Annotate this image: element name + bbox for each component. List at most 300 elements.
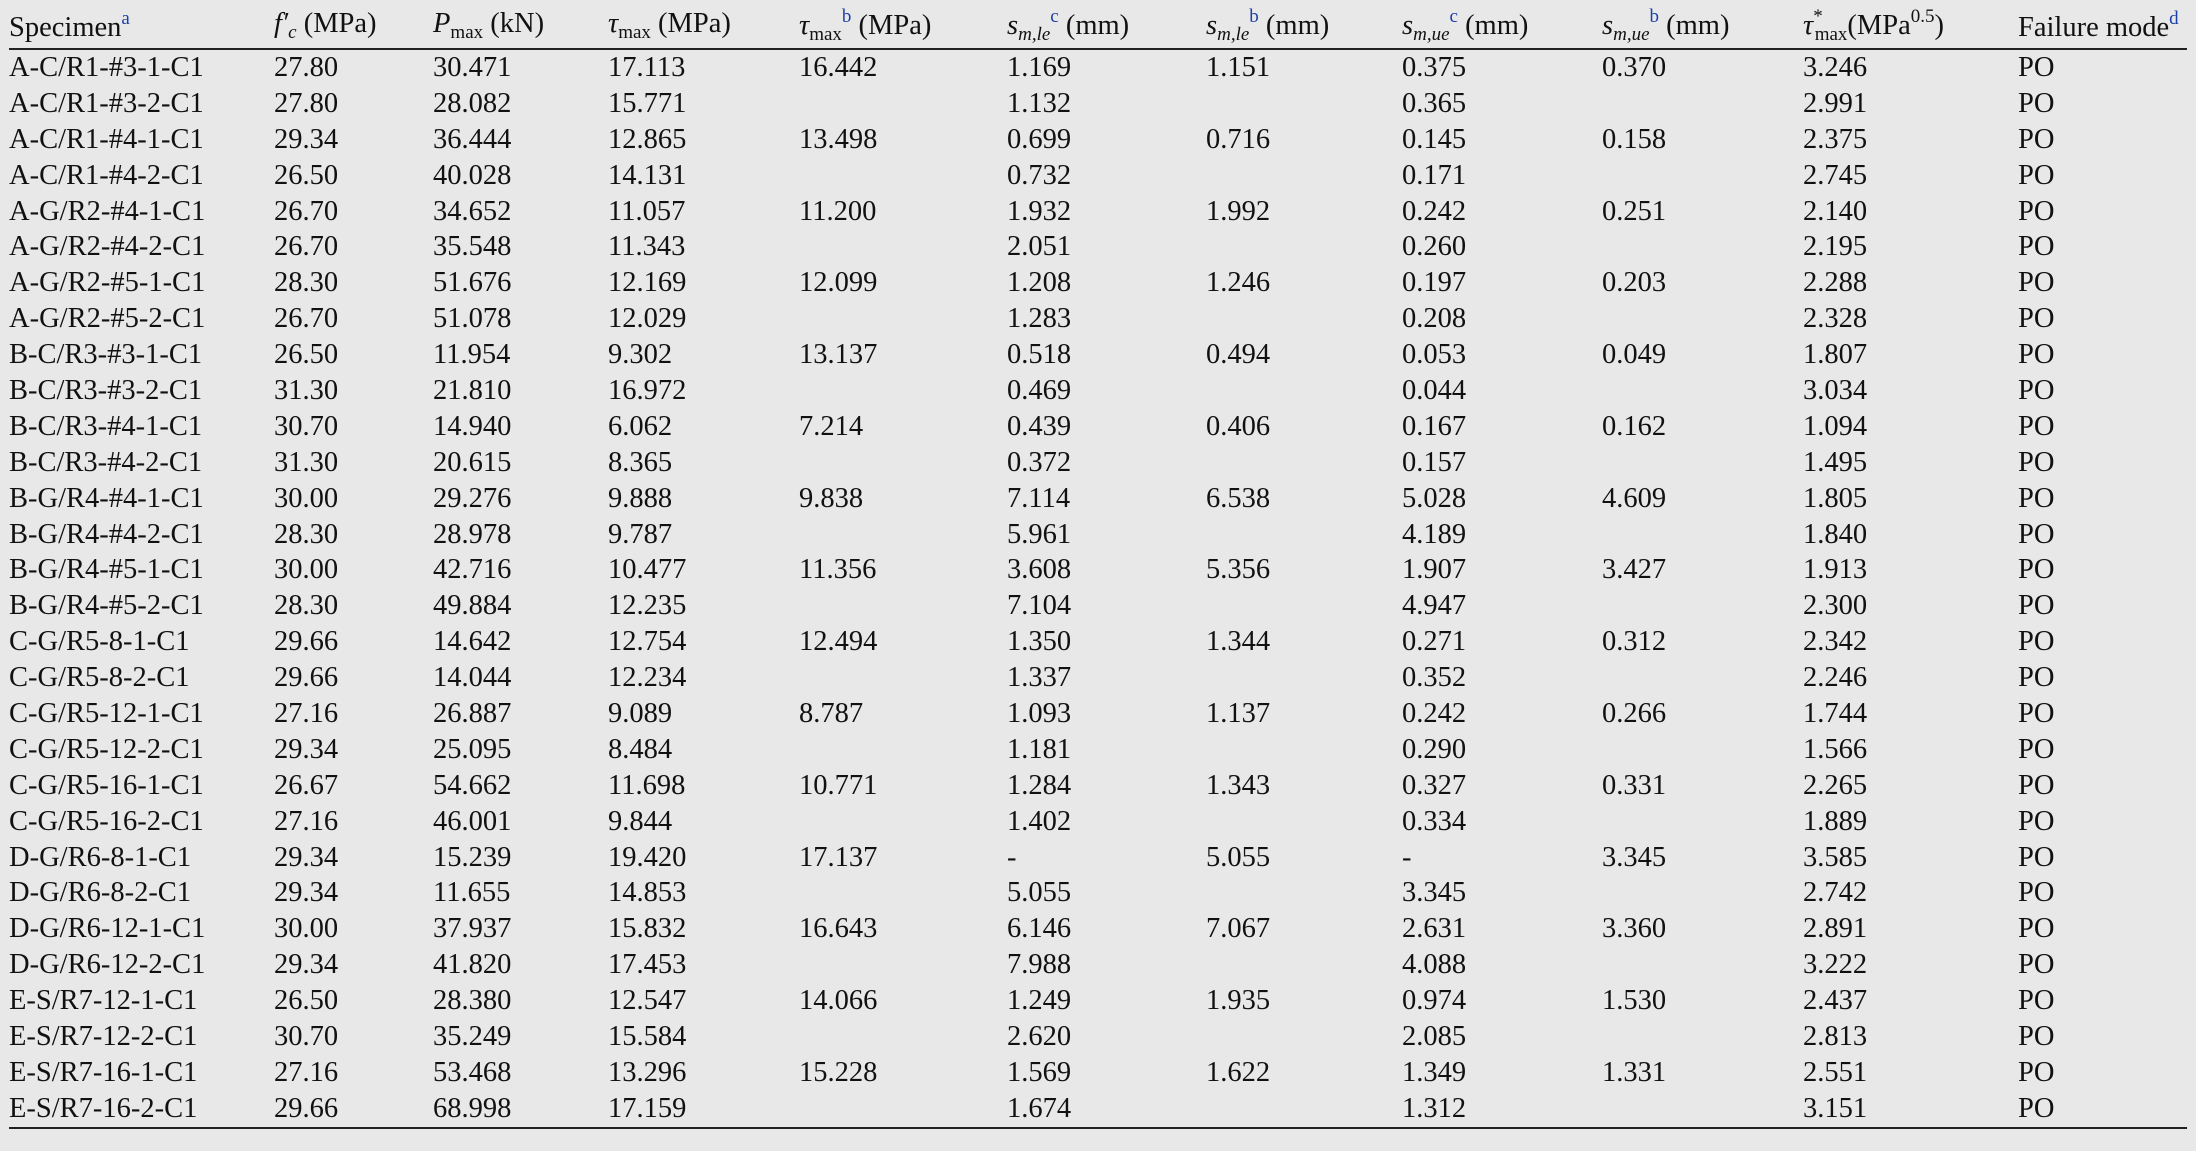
cell-tau-star: 2.437: [1803, 985, 1868, 1017]
cell-tau-max: 17.453: [608, 949, 687, 981]
cell-tau-max-b: [799, 1019, 1007, 1055]
table-row: [9, 517, 2187, 553]
cell-tau-max: 16.972: [608, 374, 687, 406]
cell-sm-ue-b: [1602, 158, 1803, 194]
table-row: [9, 804, 2187, 840]
cell-tau-star: 2.342: [1803, 626, 1868, 658]
cell-sm-ue-b: 1.530: [1602, 985, 1667, 1017]
table-row: [9, 983, 2187, 1019]
cell-sm-ue-b: 0.251: [1602, 195, 1667, 227]
cell-fc: 29.34: [274, 123, 339, 155]
header-row: [9, 4, 2187, 49]
cell-pmax: 28.082: [433, 87, 512, 119]
cell-sm-le-c: 0.469: [1007, 374, 1072, 406]
cell-sm-ue-c: 0.157: [1402, 446, 1467, 478]
cell-sm-ue-c: 0.208: [1402, 303, 1467, 335]
cell-specimen: B-C/R3-#4-2-C1: [9, 446, 203, 478]
cell-tau-star: 3.034: [1803, 374, 1868, 406]
cell-failure-mode: PO: [2018, 805, 2055, 837]
cell-fc: 30.00: [274, 482, 339, 514]
cell-failure-mode: PO: [2018, 123, 2055, 155]
cell-specimen: B-C/R3-#4-1-C1: [9, 410, 203, 442]
cell-fc: 27.80: [274, 51, 339, 83]
cell-sm-ue-c: 0.242: [1402, 697, 1467, 729]
cell-sm-le-b: 1.935: [1206, 985, 1271, 1017]
cell-tau-max: 8.365: [608, 446, 673, 478]
cell-tau-max-b: 12.494: [799, 626, 878, 658]
cell-tau-star: 2.140: [1803, 195, 1868, 227]
cell-fc: 26.70: [274, 231, 339, 263]
cell-pmax: 14.642: [433, 626, 512, 658]
cell-pmax: 20.615: [433, 446, 512, 478]
cell-sm-le-b: 7.067: [1206, 913, 1271, 945]
table-row: [9, 265, 2187, 301]
cell-pmax: 25.095: [433, 733, 512, 765]
table-row: [9, 1055, 2187, 1091]
cell-pmax: 11.655: [433, 877, 511, 909]
cell-tau-max-b: 8.787: [799, 697, 864, 729]
cell-tau-star: 2.300: [1803, 590, 1868, 622]
cell-sm-le-c: 1.249: [1007, 985, 1072, 1017]
cell-tau-max: 12.234: [608, 662, 687, 694]
cell-sm-ue-c: 1.907: [1402, 554, 1467, 586]
cell-sm-le-b: [1206, 947, 1402, 983]
cell-fc: 26.70: [274, 195, 339, 227]
cell-specimen: C-G/R5-16-1-C1: [9, 769, 204, 801]
cell-tau-max: 14.853: [608, 877, 687, 909]
cell-specimen: E-S/R7-12-1-C1: [9, 985, 198, 1017]
cell-tau-max-b: [799, 86, 1007, 122]
cell-sm-le-b: [1206, 158, 1402, 194]
cell-tau-max-b: 10.771: [799, 769, 878, 801]
cell-fc: 29.34: [274, 877, 339, 909]
cell-sm-ue-c: 0.053: [1402, 339, 1467, 371]
cell-pmax: 53.468: [433, 1056, 512, 1088]
cell-failure-mode: PO: [2018, 1056, 2055, 1088]
col-header-specimen: Specimen$^a$: [9, 4, 274, 49]
cell-tau-max: 9.089: [608, 697, 673, 729]
cell-tau-max: 12.169: [608, 267, 687, 299]
cell-failure-mode: PO: [2018, 267, 2055, 299]
cell-pmax: 36.444: [433, 123, 512, 155]
cell-fc: 27.16: [274, 805, 339, 837]
cell-tau-max: 11.698: [608, 769, 686, 801]
table-row: [9, 409, 2187, 445]
cell-tau-max: 15.771: [608, 87, 687, 119]
cell-specimen: A-G/R2-#5-1-C1: [9, 267, 206, 299]
cell-failure-mode: PO: [2018, 985, 2055, 1017]
cell-sm-ue-b: 0.049: [1602, 339, 1667, 371]
cell-tau-star: 2.991: [1803, 87, 1868, 119]
cell-sm-le-b: [1206, 373, 1402, 409]
cell-pmax: 40.028: [433, 159, 512, 191]
cell-specimen: C-G/R5-8-2-C1: [9, 662, 190, 694]
cell-specimen: E-S/R7-16-1-C1: [9, 1056, 198, 1088]
cell-tau-max-b: 15.228: [799, 1056, 878, 1088]
cell-tau-star: 2.375: [1803, 123, 1868, 155]
cell-specimen: C-G/R5-12-2-C1: [9, 733, 204, 765]
cell-fc: 26.50: [274, 339, 339, 371]
cell-failure-mode: PO: [2018, 339, 2055, 371]
cell-sm-ue-b: [1602, 301, 1803, 337]
cell-failure-mode: PO: [2018, 626, 2055, 658]
table-body: [9, 49, 2187, 1128]
cell-sm-le-b: [1206, 588, 1402, 624]
cell-sm-ue-b: [1602, 875, 1803, 911]
cell-sm-ue-b: 3.360: [1602, 913, 1667, 945]
cell-fc: 29.66: [274, 662, 339, 694]
cell-sm-ue-b: 0.158: [1602, 123, 1667, 155]
cell-tau-star: 1.840: [1803, 518, 1868, 550]
col-header-tau-max-b: $\tau_{max}^b$ (MPa): [799, 4, 1007, 49]
cell-failure-mode: PO: [2018, 446, 2055, 478]
cell-sm-ue-c: 2.631: [1402, 913, 1467, 945]
cell-specimen: E-S/R7-16-2-C1: [9, 1091, 274, 1128]
cell-failure-mode: PO: [2018, 913, 2055, 945]
cell-fc: 30.00: [274, 913, 339, 945]
cell-sm-ue-c: 0.167: [1402, 410, 1467, 442]
cell-pmax: 30.471: [433, 51, 512, 83]
cell-fc: 28.30: [274, 267, 339, 299]
cell-sm-ue-b: [1602, 86, 1803, 122]
cell-tau-star: 1.913: [1803, 554, 1868, 586]
cell-tau-max: 11.343: [608, 231, 686, 263]
cell-failure-mode: PO: [2018, 841, 2055, 873]
cell-failure-mode: PO: [2018, 482, 2055, 514]
cell-sm-le-b: 5.356: [1206, 554, 1271, 586]
cell-tau-max: 12.235: [608, 590, 687, 622]
table-row: [9, 86, 2187, 122]
table-row: [9, 696, 2187, 732]
col-header-fc: $f'_c$ (MPa): [274, 4, 433, 49]
cell-fc: 26.50: [274, 985, 339, 1017]
cell-tau-max: 9.302: [608, 339, 673, 371]
cell-tau-max-b: 17.137: [799, 841, 878, 873]
cell-fc: 26.50: [274, 159, 339, 191]
cell-specimen: B-C/R3-#3-1-C1: [9, 339, 203, 371]
cell-tau-star: 3.222: [1803, 949, 1868, 981]
col-header-tau-star: $\tau^*_{max}(MPa^{0.5})$: [1803, 4, 2018, 49]
cell-pmax: 28.978: [433, 518, 512, 550]
table-row: [9, 1019, 2187, 1055]
cell-specimen: B-G/R4-#5-2-C1: [9, 590, 204, 622]
cell-tau-star: 1.889: [1803, 805, 1868, 837]
cell-sm-le-b: 1.246: [1206, 267, 1271, 299]
cell-sm-le-c: 1.132: [1007, 87, 1072, 119]
cell-sm-ue-c: 0.365: [1402, 87, 1467, 119]
cell-sm-ue-c: 1.349: [1402, 1056, 1467, 1088]
cell-tau-max-b: [799, 158, 1007, 194]
cell-failure-mode: PO: [2018, 87, 2055, 119]
cell-sm-le-c: 1.674: [1007, 1091, 1206, 1128]
cell-pmax: 49.884: [433, 590, 512, 622]
cell-tau-max-b: 11.200: [799, 195, 877, 227]
cell-sm-le-c: 1.169: [1007, 51, 1072, 83]
cell-sm-le-c: 6.146: [1007, 913, 1072, 945]
cell-sm-le-c: 1.181: [1007, 733, 1072, 765]
table-row: [9, 445, 2187, 481]
table-row: [9, 840, 2187, 876]
cell-sm-le-b: 0.716: [1206, 123, 1271, 155]
cell-specimen: B-G/R4-#4-2-C1: [9, 518, 204, 550]
col-header-tau-max: $\tau_{max}$ (MPa): [608, 4, 799, 49]
cell-tau-max-b: [799, 229, 1007, 265]
table-row: [9, 301, 2187, 337]
cell-pmax: 46.001: [433, 805, 512, 837]
cell-fc: 29.66: [274, 626, 339, 658]
cell-tau-max: 12.547: [608, 985, 687, 1017]
cell-sm-ue-c: 0.197: [1402, 267, 1467, 299]
cell-failure-mode: PO: [2018, 1020, 2055, 1052]
cell-tau-star: 1.566: [1803, 733, 1868, 765]
cell-pmax: 35.249: [433, 1020, 512, 1052]
table-row: [9, 194, 2187, 230]
cell-failure-mode: PO: [2018, 769, 2055, 801]
cell-tau-max: 17.113: [608, 51, 686, 83]
cell-sm-le-b: [1206, 1019, 1402, 1055]
cell-tau-star: 2.745: [1803, 159, 1868, 191]
cell-specimen: A-G/R2-#4-2-C1: [9, 231, 206, 263]
cell-sm-ue-b: 0.331: [1602, 769, 1667, 801]
cell-failure-mode: PO: [2018, 1091, 2187, 1128]
cell-failure-mode: PO: [2018, 303, 2055, 335]
cell-specimen: B-G/R4-#5-1-C1: [9, 554, 204, 586]
cell-fc: 28.30: [274, 590, 339, 622]
cell-sm-le-b: [1206, 445, 1402, 481]
cell-pmax: 41.820: [433, 949, 512, 981]
cell-tau-max-b: [799, 373, 1007, 409]
cell-sm-le-c: 7.114: [1007, 482, 1071, 514]
cell-pmax: 54.662: [433, 769, 512, 801]
cell-tau-max: 10.477: [608, 554, 687, 586]
cell-tau-star: 1.805: [1803, 482, 1868, 514]
cell-specimen: D-G/R6-8-1-C1: [9, 841, 192, 873]
cell-tau-max-b: 11.356: [799, 554, 877, 586]
cell-pmax: 14.940: [433, 410, 512, 442]
cell-sm-le-c: 1.402: [1007, 805, 1072, 837]
cell-failure-mode: PO: [2018, 697, 2055, 729]
cell-sm-ue-c: 3.345: [1402, 877, 1467, 909]
cell-sm-le-c: 5.961: [1007, 518, 1072, 550]
cell-tau-star: 2.551: [1803, 1056, 1868, 1088]
cell-pmax: 51.676: [433, 267, 512, 299]
cell-sm-le-b: 1.137: [1206, 697, 1271, 729]
cell-fc: 29.34: [274, 841, 339, 873]
cell-failure-mode: PO: [2018, 231, 2055, 263]
cell-sm-ue-c: 4.088: [1402, 949, 1467, 981]
cell-sm-ue-c: 2.085: [1402, 1020, 1467, 1052]
cell-specimen: A-C/R1-#4-2-C1: [9, 159, 204, 191]
cell-sm-ue-c: 0.352: [1402, 662, 1467, 694]
cell-tau-max-b: [799, 875, 1007, 911]
cell-sm-le-b: [1206, 301, 1402, 337]
cell-sm-le-c: 1.337: [1007, 662, 1072, 694]
cell-tau-max-b: 9.838: [799, 482, 864, 514]
cell-tau-star: 1.807: [1803, 339, 1868, 371]
cell-tau-max-b: 13.498: [799, 123, 878, 155]
cell-tau-max-b: [799, 517, 1007, 553]
cell-sm-le-c: 0.439: [1007, 410, 1072, 442]
cell-tau-max: 15.832: [608, 913, 687, 945]
cell-sm-le-b: [1206, 732, 1402, 768]
col-header-sm-ue-c: $s_{m,ue}^c$ (mm): [1402, 4, 1602, 49]
cell-tau-star: 2.246: [1803, 662, 1868, 694]
cell-failure-mode: PO: [2018, 51, 2055, 83]
cell-fc: 26.70: [274, 303, 339, 335]
cell-sm-le-c: 0.518: [1007, 339, 1072, 371]
table-row: [9, 624, 2187, 660]
cell-tau-star: 1.744: [1803, 697, 1868, 729]
cell-tau-max-b: [799, 947, 1007, 983]
cell-sm-le-b: 0.406: [1206, 410, 1271, 442]
cell-sm-le-c: 1.208: [1007, 267, 1072, 299]
cell-sm-ue-c: 0.290: [1402, 733, 1467, 765]
table-row: [9, 337, 2187, 373]
cell-fc: 27.16: [274, 697, 339, 729]
cell-tau-max: 9.844: [608, 805, 673, 837]
cell-pmax: 11.954: [433, 339, 511, 371]
cell-pmax: 21.810: [433, 374, 512, 406]
cell-sm-le-c: 0.372: [1007, 446, 1072, 478]
cell-specimen: C-G/R5-16-2-C1: [9, 805, 204, 837]
cell-sm-ue-c: 4.189: [1402, 518, 1467, 550]
cell-sm-le-b: [1206, 660, 1402, 696]
cell-tau-star: 2.288: [1803, 267, 1868, 299]
table-row: [9, 875, 2187, 911]
cell-pmax: 42.716: [433, 554, 512, 586]
table-row: [9, 122, 2187, 158]
cell-sm-ue-b: 3.345: [1602, 841, 1667, 873]
cell-tau-max-b: 16.442: [799, 51, 878, 83]
cell-sm-le-c: 1.284: [1007, 769, 1072, 801]
cell-sm-ue-b: [1602, 517, 1803, 553]
cell-tau-star: 1.495: [1803, 446, 1868, 478]
bond-test-results-table: [9, 4, 2187, 1129]
cell-failure-mode: PO: [2018, 195, 2055, 227]
cell-sm-le-b: 1.992: [1206, 195, 1271, 227]
cell-pmax: 68.998: [433, 1091, 608, 1128]
cell-tau-max: 13.296: [608, 1056, 687, 1088]
table-row: [9, 732, 2187, 768]
cell-sm-ue-b: 0.370: [1602, 51, 1667, 83]
cell-sm-le-c: 1.932: [1007, 195, 1072, 227]
cell-sm-le-c: 5.055: [1007, 877, 1072, 909]
cell-sm-ue-b: 0.266: [1602, 697, 1667, 729]
cell-sm-le-b: [1206, 229, 1402, 265]
cell-failure-mode: PO: [2018, 662, 2055, 694]
cell-sm-le-c: -: [1007, 841, 1017, 873]
cell-tau-star: 1.094: [1803, 410, 1868, 442]
cell-sm-ue-b: 1.331: [1602, 1056, 1667, 1088]
cell-tau-max: 9.787: [608, 518, 673, 550]
cell-specimen: D-G/R6-12-1-C1: [9, 913, 206, 945]
cell-failure-mode: PO: [2018, 949, 2055, 981]
cell-sm-le-b: [1206, 86, 1402, 122]
cell-pmax: 34.652: [433, 195, 512, 227]
cell-tau-max: 9.888: [608, 482, 673, 514]
cell-failure-mode: PO: [2018, 590, 2055, 622]
cell-fc: 28.30: [274, 518, 339, 550]
cell-sm-le-b: [1206, 1091, 1402, 1128]
cell-specimen: A-C/R1-#3-2-C1: [9, 87, 204, 119]
cell-sm-le-c: 1.350: [1007, 626, 1072, 658]
cell-sm-ue-c: 0.375: [1402, 51, 1467, 83]
cell-tau-max: 14.131: [608, 159, 687, 191]
table-row: [9, 911, 2187, 947]
cell-specimen: D-G/R6-12-2-C1: [9, 949, 206, 981]
table-row: [9, 552, 2187, 588]
cell-failure-mode: PO: [2018, 733, 2055, 765]
cell-tau-max-b: [799, 804, 1007, 840]
cell-sm-ue-b: [1602, 588, 1803, 624]
cell-pmax: 51.078: [433, 303, 512, 335]
cell-pmax: 28.380: [433, 985, 512, 1017]
cell-sm-ue-c: 0.260: [1402, 231, 1467, 263]
cell-fc: 26.67: [274, 769, 339, 801]
cell-sm-ue-c: 0.171: [1402, 159, 1467, 191]
cell-fc: 31.30: [274, 446, 339, 478]
cell-pmax: 14.044: [433, 662, 512, 694]
cell-sm-le-c: 7.988: [1007, 949, 1072, 981]
cell-sm-le-b: 1.344: [1206, 626, 1271, 658]
cell-pmax: 26.887: [433, 697, 512, 729]
cell-tau-max-b: 7.214: [799, 410, 864, 442]
table-row: [9, 660, 2187, 696]
cell-failure-mode: PO: [2018, 518, 2055, 550]
cell-sm-le-c: 0.699: [1007, 123, 1072, 155]
cell-tau-star: 2.195: [1803, 231, 1868, 263]
cell-specimen: E-S/R7-12-2-C1: [9, 1020, 198, 1052]
table-row: [9, 158, 2187, 194]
cell-tau-star: 2.813: [1803, 1020, 1868, 1052]
cell-pmax: 29.276: [433, 482, 512, 514]
cell-specimen: A-C/R1-#3-1-C1: [9, 51, 204, 83]
cell-sm-ue-b: [1602, 947, 1803, 983]
cell-sm-ue-b: [1602, 804, 1803, 840]
cell-sm-le-c: 3.608: [1007, 554, 1072, 586]
cell-sm-ue-b: [1602, 1091, 1803, 1128]
cell-sm-le-b: 0.494: [1206, 339, 1271, 371]
cell-sm-ue-c: -: [1402, 841, 1412, 873]
cell-fc: 29.34: [274, 949, 339, 981]
cell-sm-ue-c: 0.271: [1402, 626, 1467, 658]
cell-fc: 27.16: [274, 1056, 339, 1088]
cell-sm-ue-c: 0.327: [1402, 769, 1467, 801]
cell-tau-max: 12.865: [608, 123, 687, 155]
cell-pmax: 15.239: [433, 841, 512, 873]
cell-sm-le-b: 1.151: [1206, 51, 1271, 83]
cell-failure-mode: PO: [2018, 877, 2055, 909]
cell-sm-ue-b: 0.312: [1602, 626, 1667, 658]
cell-tau-max: 8.484: [608, 733, 673, 765]
cell-sm-le-b: 5.055: [1206, 841, 1271, 873]
cell-sm-le-c: 7.104: [1007, 590, 1072, 622]
cell-sm-ue-b: [1602, 1019, 1803, 1055]
cell-tau-max-b: 12.099: [799, 267, 878, 299]
cell-specimen: C-G/R5-12-1-C1: [9, 697, 204, 729]
cell-fc: 29.66: [274, 1091, 433, 1128]
cell-fc: 29.34: [274, 733, 339, 765]
col-header-pmax: $P_{max}$ (kN): [433, 4, 608, 49]
cell-sm-le-c: 0.732: [1007, 159, 1072, 191]
cell-tau-max: 11.057: [608, 195, 686, 227]
cell-sm-ue-b: [1602, 732, 1803, 768]
cell-failure-mode: PO: [2018, 159, 2055, 191]
cell-sm-le-c: 2.051: [1007, 231, 1072, 263]
col-header-failure-mode: Failure mode$^d$: [2018, 4, 2187, 49]
cell-tau-star: 2.265: [1803, 769, 1868, 801]
cell-tau-max-b: 13.137: [799, 339, 878, 371]
